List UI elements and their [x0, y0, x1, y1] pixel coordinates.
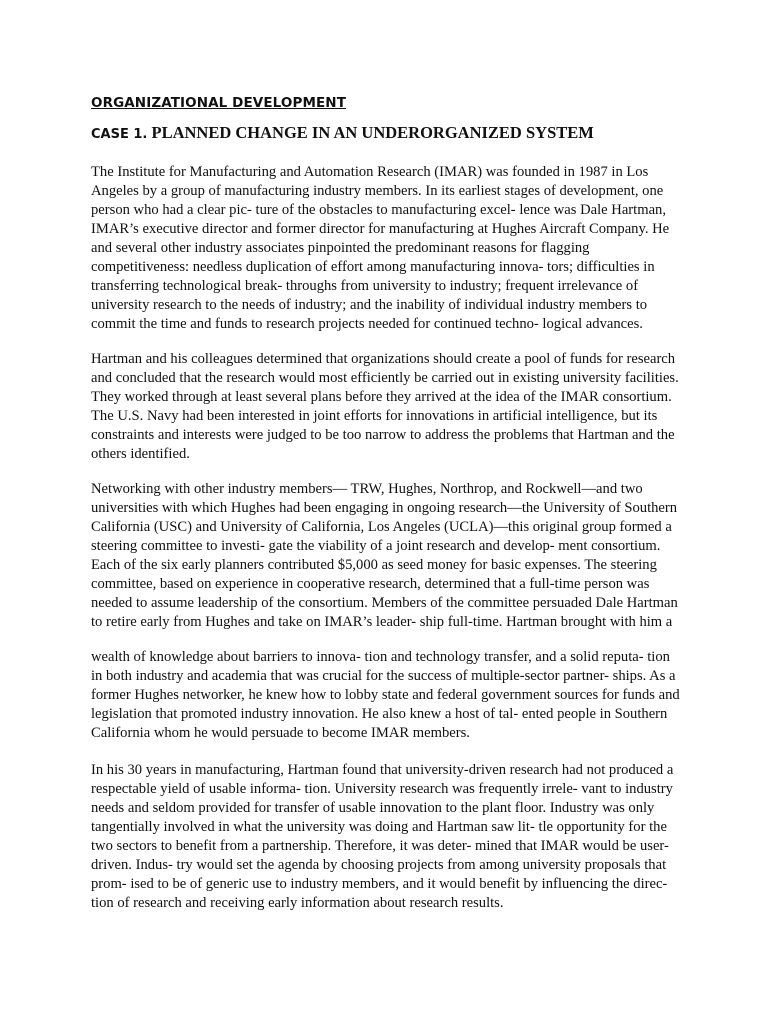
body-text [91, 163, 681, 913]
paragraph: Hartman and his colleagues determined that organizations should create a pool of funds for research and concluded that the research would most efficiently be carried out in existing university facilities. They worked through at least several plans before they arrived at the idea of the IMAR consortium. The U.S. Navy had been interested in joint efforts for innovations in artificial intelligence, but its constraints and interests were judged to be too narrow to address the problems that Hartman and the others identified. [91, 351, 679, 462]
paragraph: wealth of knowledge about barriers to innova- tion and technology transfer, and a solid reputa- tion in both industry and academia that was crucial for the success of multiple-sector partner- ships. As a former Hughes networker, he knew how to lobby state and federal government sources for funds and legislation that promoted industry innovation. He also knew a host of tal- ented people in Southern California whom he would persuade to become IMAR members. [91, 649, 680, 741]
paragraph: Networking with other industry members— TRW, Hughes, Northrop, and Rockwell—and two universities with which Hughes had been engaging in ongoing research—the University of Southern California (USC) and University of California, Los Angeles (UCLA)—this original group formed a steering committee to investi- gate the viability of a joint research and develop- ment consortium. Each of the six early planners contributed $5,000 as seed money for basic expenses. The steering committee, based on experience in cooperative research, determined that a full-time person was needed to assume leadership of the consortium. Members of the committee persuaded Dale Hartman to retire early from Hughes and take on IMAR’s leader- ship full-time. Hartman brought with him a [91, 481, 678, 630]
paragraph: The Institute for Manufacturing and Automation Research (IMAR) was founded in 1987 in Los Angeles by a group of manufacturing industry members. In its earliest stages of development, one person who had a clear pic- ture of the obstacles to manufacturing excel- lence was Dale Hartman, IMAR’s executive director and former director for manufacturing at Hughes Aircraft Company. He and several other industry associates pinpointed the predominant reasons for flagging competitiveness: needless duplication of effort among manufacturing innova- tors; difficulties in transferring technological break- throughs from university to industry; frequent irrelevance of university research to the needs of industry; and the inability of individual industry members to commit the time and funds to research projects needed for continued techno- logical advances. [91, 164, 670, 332]
section-title: ORGANIZATIONAL DEVELOPMENT [91, 95, 347, 111]
case-heading [91, 123, 681, 143]
case-number: CASE 1. [91, 127, 148, 142]
document-page [91, 95, 681, 929]
case-title: PLANNED CHANGE IN AN UNDERORGANIZED SYSTEM [151, 123, 594, 142]
paragraph: In his 30 years in manufacturing, Hartman found that university-driven research had not produced a respectable yield of usable informa- tion. University research was frequently irrele- vant to industry needs and seldom provided for transfer of usable innovation to the plant floor. Industry was only tangentially involved in what the university was doing and Hartman saw lit- tle opportunity for the two sectors to benefit from a partnership. Therefore, it was deter- mined that IMAR would be user-driven. Indus- try would set the agenda by choosing projects from among university proposals that prom- ised to be of generic use to industry members, and it would benefit by influencing the direc- tion of research and receiving early information about research results. [91, 762, 674, 911]
